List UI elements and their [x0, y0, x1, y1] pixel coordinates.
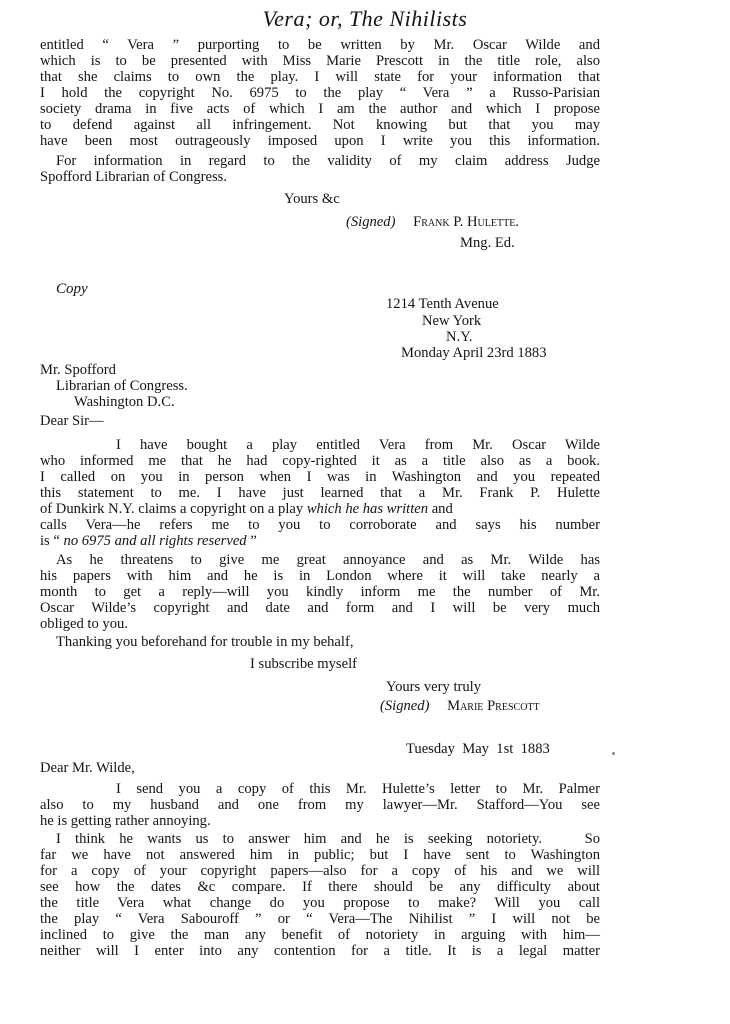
letter2-paragraph-start: As he threatens to give me great annoyance and as Mr. Wilde has — [56, 552, 600, 568]
recipient-line: Washington D.C. — [74, 394, 175, 410]
text-span: and — [428, 501, 453, 517]
signed-label: (Signed) — [380, 698, 430, 714]
letter2-line — [40, 533, 257, 549]
letter1-closing: Yours &c — [284, 191, 340, 207]
letter2-closing: Yours very truly — [386, 679, 482, 695]
sender-address-line: New York — [422, 313, 482, 329]
signer-name: Frank P. Hulette. — [413, 214, 519, 230]
letter1-line: which is to be presented with Miss Marie Prescott in the title role, also — [40, 53, 600, 69]
letter2-signature — [380, 698, 540, 714]
letter2-line: who informed me that he had copy-righted it as a title also as a book. — [40, 453, 600, 469]
letter3-line: neither will I enter into any contention for a title. It is a legal matter — [40, 943, 600, 959]
letter3-paragraph-start: I think he wants us to answer him and he is seeking notoriety. So — [56, 831, 600, 847]
letter3-line: inclined to give the man any benefit of notoriety in arguing with him— — [40, 927, 600, 943]
letter3-paragraph-end: he is getting rather annoying. — [40, 813, 211, 829]
copy-label: Copy — [56, 281, 88, 297]
recipient-line: Mr. Spofford — [40, 362, 116, 378]
letter1-line: that she claims to own the play. I will state for your information that — [40, 69, 600, 85]
letter3-line: the title Vera what change do you propose to make? Will you call — [40, 895, 600, 911]
speck-mark — [612, 752, 615, 755]
letter3-line: for a copy of your copyright papers—also for a copy of his and we will — [40, 863, 600, 879]
text-span: is “ — [40, 533, 64, 549]
letter2-line: I called on you in person when I was in Washington and you repeated — [40, 469, 600, 485]
letter3-line: also to my husband and one from my lawyer—Mr. Stafford—You see — [40, 797, 600, 813]
letter1-line: to defend against all infringement. Not knowing but that you may — [40, 117, 600, 133]
text-span: ” — [246, 533, 257, 549]
letter1-line: I hold the copyright No. 6975 to the play “ Vera ” a Russo-Parisian — [40, 85, 600, 101]
letter2-line: Oscar Wilde’s copyright and date and form and I will be very much — [40, 600, 600, 616]
letter1-line: entitled “ Vera ” purporting to be written by Mr. Oscar Wilde and — [40, 37, 600, 53]
letter2-paragraph-start: I have bought a play entitled Vera from Mr. Oscar Wilde — [116, 437, 600, 453]
letter3-paragraph-start: I send you a copy of this Mr. Hulette’s letter to Mr. Palmer — [116, 781, 600, 797]
letter2-subscribe: I subscribe myself — [250, 656, 357, 672]
italic-span: which he has written — [306, 501, 429, 517]
salutation: Dear Sir— — [40, 413, 104, 429]
letter2-paragraph-end: obliged to you. — [40, 616, 128, 632]
letter3-date: Tuesday May 1st 1883 — [406, 741, 550, 757]
sender-address-line: 1214 Tenth Avenue — [386, 296, 499, 312]
running-title: Vera; or, The Nihilists — [262, 6, 468, 31]
sender-address-line: N.Y. — [446, 329, 473, 345]
letter3-line: far we have not answered him in public; but I have sent to Washington — [40, 847, 600, 863]
letter3-line: the play “ Vera Sabouroff ” or “ Vera—The Nihilist ” I will not be — [40, 911, 600, 927]
letter-date: Monday April 23rd 1883 — [401, 345, 547, 361]
letter2-thanks: Thanking you beforehand for trouble in my behalf, — [56, 634, 354, 650]
letter2-line: calls Vera—he refers me to you to corroborate and says his number — [40, 517, 600, 533]
italic-span: no 6975 and all rights reserved — [63, 533, 247, 549]
recipient-line: Librarian of Congress. — [56, 378, 188, 394]
signer-title: Mng. Ed. — [460, 235, 515, 251]
letter3-line: see how the dates &c compare. If there should be any difficulty about — [40, 879, 600, 895]
letter2-line — [40, 501, 600, 517]
letter1-paragraph-end: Spofford Librarian of Congress. — [40, 169, 227, 185]
letter2-line: month to get a reply—will you kindly inform me the number of Mr. — [40, 584, 600, 600]
signer-name: Marie Prescott — [447, 698, 540, 714]
letter2-line: this statement to me. I have just learned that a Mr. Frank P. Hulette — [40, 485, 600, 501]
letter1-paragraph-start: For information in regard to the validity of my claim address Judge — [56, 153, 600, 169]
signed-label: (Signed) — [346, 214, 396, 230]
letter3-salutation: Dear Mr. Wilde, — [40, 760, 135, 776]
text-span: of Dunkirk N.Y. claims a copyright on a play — [40, 501, 307, 517]
letter1-line: have been most outrageously imposed upon I write you this information. — [40, 133, 600, 149]
letter2-line: his papers with him and he is in London where it will take nearly a — [40, 568, 600, 584]
letter1-signature — [346, 214, 519, 230]
letter1-line: society drama in five acts of which I am the author and which I propose — [40, 101, 600, 117]
